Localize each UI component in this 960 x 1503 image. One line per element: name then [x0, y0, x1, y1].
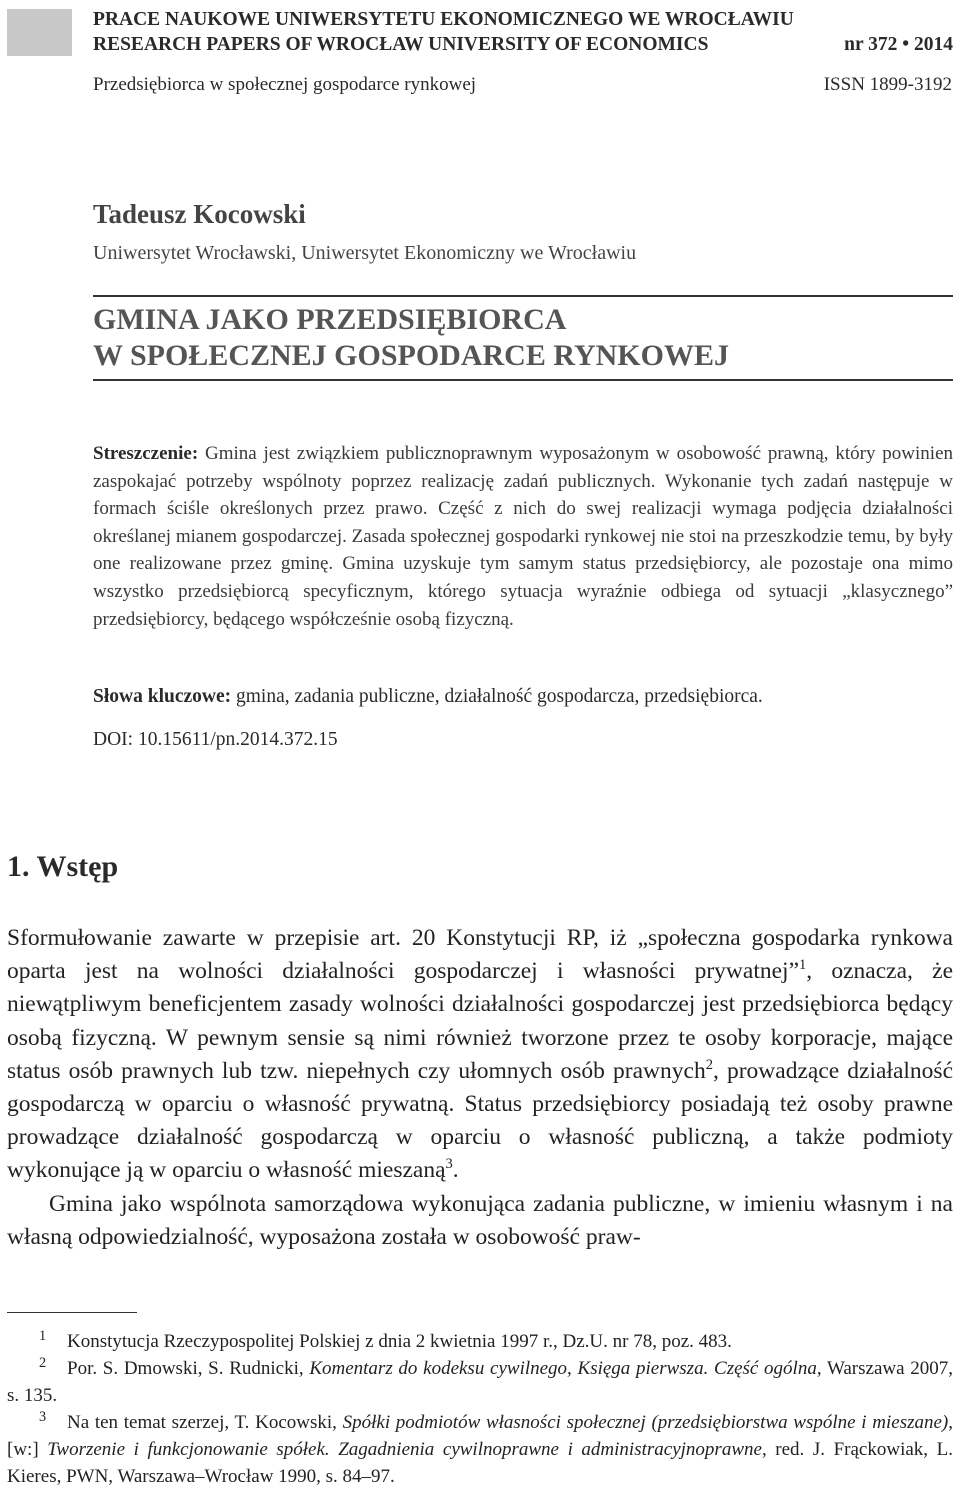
paragraph-2: Gmina jako wspólnota samorządowa wykonująca zadania publiczne, w imieniu własnym i na własną odpowiedzialność, wyposażona została w osobowość praw- — [7, 1190, 953, 1250]
footnote-ref-1: 1 — [799, 957, 807, 974]
p1-part-d: . — [452, 1157, 459, 1184]
doi: DOI: 10.15611/pn.2014.372.15 — [93, 729, 338, 750]
volume-title: Przedsiębiorca w społecznej gospodarce rynkowej — [93, 74, 477, 95]
paper-title — [93, 302, 729, 374]
footnote-3-italic: Spółki podmiotów własności społecznej (przedsiębiorstwa wspólne i mieszane) — [342, 1412, 949, 1433]
footnote-3-italic2: Tworzenie i funkcjonowanie spółek. Zagadnienia cywilnoprawne i administracyjnoprawne — [47, 1439, 762, 1460]
abstract-label: Streszczenie: — [93, 443, 199, 464]
author-affiliation: Uniwersytet Wrocławski, Uniwersytet Ekonomiczny we Wrocławiu — [93, 242, 637, 264]
p1-part-a: Sformułowanie zawarte w przepisie art. 20 Konstytucji RP, iż „społeczna gospodarka rynkowa oparta jest na wolności działalności gospodarczej i własności prywatnej” — [7, 925, 953, 985]
keywords — [93, 683, 953, 710]
footnotes — [7, 1328, 953, 1490]
footnote-2-post: , Warszawa 2007, s. 135. — [7, 1358, 953, 1406]
footnote-rule — [7, 1312, 137, 1313]
journal-issue: nr 372 • 2014 — [844, 34, 953, 55]
footnote-1-text: Konstytucja Rzeczypospolitej Polskiej z dnia 2 kwietnia 1997 r., Dz.U. nr 78, poz. 483. — [67, 1331, 732, 1352]
footnote-2: 2 Por. S. Dmowski, S. Rudnicki, Komentarz do kodeksu cywilnego, Księga pierwsza. Część ogólna, Warszawa 2007, s. 135. — [7, 1354, 953, 1406]
journal-name-en-line — [93, 33, 953, 57]
journal-name-en: RESEARCH PAPERS OF WROCŁAW UNIVERSITY OF ECONOMICS — [93, 34, 709, 55]
footnote-ref-2: 2 — [705, 1056, 713, 1073]
paper-title-line2: W SPOŁECZNEJ GOSPODARCE RYNKOWEJ — [93, 339, 729, 372]
section-heading: 1. Wstęp — [7, 850, 119, 883]
footnote-1: 1 Konstytucja Rzeczypospolitej Polskiej z dnia 2 kwietnia 1997 r., Dz.U. nr 78, poz. 483. — [39, 1327, 732, 1352]
header-gray-block — [7, 9, 72, 56]
keywords-label: Słowa kluczowe: — [93, 686, 232, 707]
issn: ISSN 1899-3192 — [823, 74, 952, 95]
body-text — [7, 922, 953, 1254]
author-name: Tadeusz Kocowski — [93, 199, 306, 229]
title-rule-top — [93, 295, 953, 297]
abstract-text: Gmina jest związkiem publicznoprawnym wyposażonym w osobowość prawną, który powinien zaspokajać potrzeby wspólnoty poprzez realizację zadań publicznych. Wykonanie tych zadań następuje w formach ściśle określonych przez prawo. Część z nich do swej realizacji wymaga podjęcia działalności określanej mianem gospodarczej. Zasada społecznej gospodarki rynkowej nie stoi na przeszkodzie temu, by były one realizowane przez gminę. Gmina uzyskuje tym samym status przedsiębiorcy, ale pozostaje ona mimo wszystko przedsiębiorcą specyficznym, którego sytuacja wyraźnie odbiega od sytuacji „klasycznego” przedsiębiorcy, będącego współcześnie osobą fizyczną. — [93, 443, 954, 630]
title-rule-bottom — [93, 379, 953, 381]
footnote-ref-3: 3 — [445, 1156, 453, 1173]
keywords-text: gmina, zadania publiczne, działalność gospodarcza, przedsiębiorca. — [236, 686, 763, 707]
footnote-2-italic: Komentarz do kodeksu cywilnego, Księga pierwsza. Część ogólna — [309, 1358, 817, 1379]
paper-title-line1: GMINA JAKO PRZEDSIĘBIORCA — [93, 303, 567, 336]
footnote-3-pre: Na ten temat szerzej, T. Kocowski, — [67, 1412, 343, 1433]
p1-part-c: , prowadzące działalność gospodarczą w oparciu o własność prywatną. Status przedsiębiorcy posiadają też osoby prawne prowadzące działalność gospodarczą w oparciu o własność publiczną, a także podmioty wykonujące ją w oparciu o własność mieszaną — [7, 1057, 953, 1184]
footnote-3-post: , red. J. Frąckowiak, L. Kieres, PWN, Warszawa–Wrocław 1990, s. 84–97. — [7, 1439, 953, 1487]
paragraph-1 — [7, 922, 953, 1188]
footnote-3-mid: , [w:] — [7, 1412, 953, 1460]
journal-name-pl: PRACE NAUKOWE UNIWERSYTETU EKONOMICZNEGO WE WROCŁAWIU — [93, 9, 794, 30]
p1-part-b: , oznacza, że niewątpliwym beneficjentem zasady wolności działalności gospodarczej jest przedsiębiorca będący osobą fizyczną. W pewnym sensie są nimi również tworzone przez te osoby korporacje, mające status osób prawnych lub tzw. niepełnych czy ułomnych osób prawnych — [7, 958, 953, 1084]
footnote-3: 3 Na ten temat szerzej, T. Kocowski, Spółki podmiotów własności społecznej (przedsiębiorstwa wspólne i mieszane), [w:] Tworzenie i funkcjonowanie spółek. Zagadnienia cywilnoprawne i administracyjnoprawne, red. J. Frąckowiak, L. Kieres, PWN, Warszawa–Wrocław 1990, s. 84–97. — [7, 1408, 953, 1487]
abstract — [93, 440, 953, 633]
footnote-2-pre: Por. S. Dmowski, S. Rudnicki, — [67, 1358, 310, 1379]
